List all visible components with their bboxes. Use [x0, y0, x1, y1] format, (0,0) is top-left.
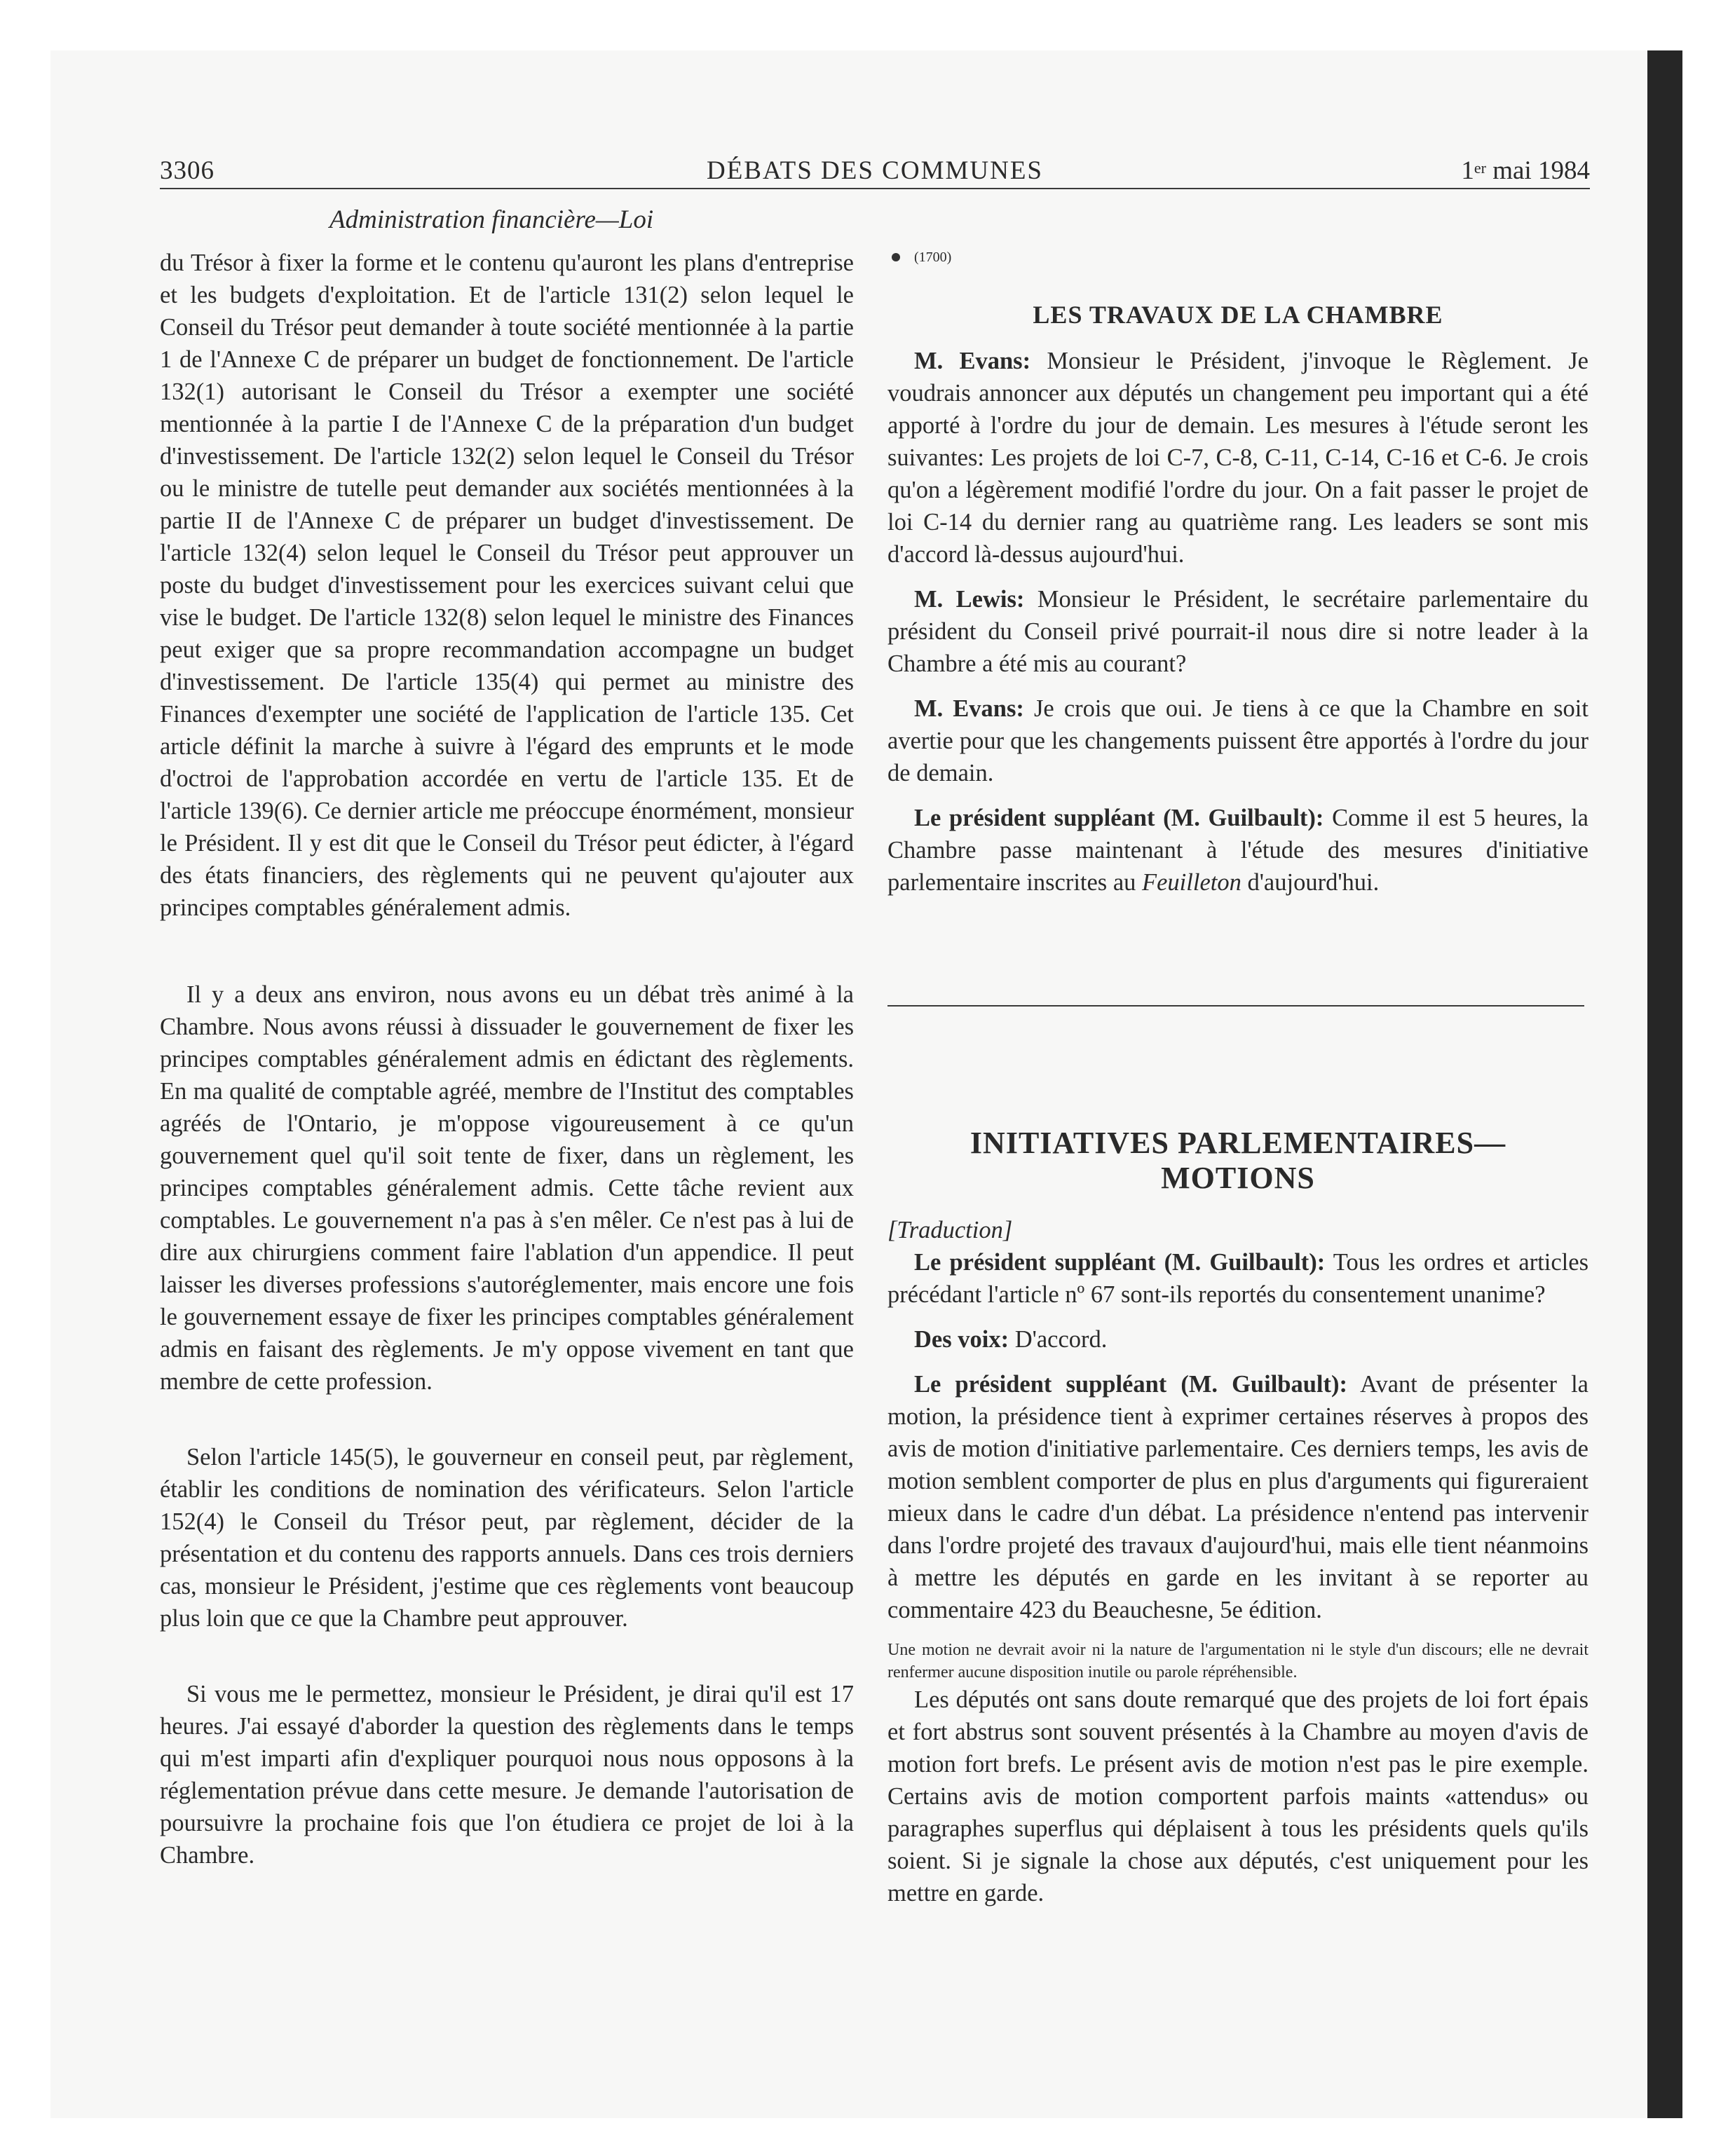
speaker: Le président suppléant (M. Guilbault):: [914, 805, 1324, 831]
speech: Le président suppléant (M. Guilbault): Comme il est 5 heures, la Chambre passe maintenant à l'étude des mesures d'initiative parlementaire inscrites au Feuilleton d'aujourd'hui.: [887, 805, 1588, 896]
speaker: Le président suppléant (M. Guilbault):: [914, 1249, 1326, 1276]
running-head: Administration financière—Loi: [329, 205, 654, 234]
paragraph: Les députés ont sans doute remarqué que des projets de loi fort épais et fort abstrus sont souvent présentés à la Chambre au moyen d'avis de motion fort brefs. Le présent avis de motion n'est pas le pire exemple. Certains avis de motion comportent parfois maints «attendus» ou paragraphes superflus qui déplaisent à tous les présidents quels qu'ils soient. Si je signale la chose aux députés, c'est uniquement pour les mettre en garde.: [887, 1686, 1588, 1906]
speech: M. Evans: Je crois que oui. Je tiens à ce que la Chambre en soit avertie pour que les changements puissent être apportés à l'ordre du jour de demain.: [887, 695, 1588, 786]
timestamp: (1700): [887, 247, 1588, 268]
scan-edge-bar: [1647, 50, 1682, 2118]
block-quote: Une motion ne devrait avoir ni la nature de l'argumentation ni le style d'un discours; elle ne devrait renfermer aucune disposition inutile ou parole répréhensible.: [887, 1641, 1588, 1681]
speaker: M. Evans:: [914, 348, 1031, 374]
page-number: 3306: [160, 156, 215, 185]
speech: Le président suppléant (M. Guilbault): Tous les ordres et articles précédant l'article nº 67 sont-ils reportés du consentement unanime?: [887, 1249, 1589, 1308]
header-date: 1er mai 1984: [1461, 156, 1590, 185]
speaker: Des voix:: [914, 1326, 1009, 1353]
journal-title: DÉBATS DES COMMUNES: [706, 156, 1043, 185]
right-column: [887, 247, 1588, 1909]
speech: Des voix: D'accord.: [914, 1326, 1108, 1353]
speech: Le président suppléant (M. Guilbault): Avant de présenter la motion, la présidence tient à exprimer certaines réserves à propos des avis de motion d'initiative parlementaire. Ces derniers temps, les avis de motion semblent comporter de plus en plus d'arguments qui figureraient mieux dans le cadre d'un débat. La présidence n'entend pas intervenir dans l'ordre projeté des travaux d'aujourd'hui, mais elle tient néanmoins à mettre les députés en garde en les invitant à se reporter au commentaire 423 du Beauchesne, 5e édition.: [887, 1371, 1588, 1623]
paragraph: Si vous me le permettez, monsieur le Président, je dirai qu'il est 17 heures. J'ai essayé d'aborder la question des règlements dans le temps qui m'est imparti afin d'expliquer pourquoi nous nous opposons à la réglementation prévue dans cette mesure. Je demande l'autorisation de poursuivre la prochaine fois que l'on étudiera ce projet de loi à la Chambre.: [160, 1681, 854, 1869]
section-heading-main: INITIATIVES PARLEMENTAIRES— MOTIONS: [969, 1126, 1506, 1195]
speech: M. Lewis: Monsieur le Président, le secrétaire parlementaire du président du Conseil privé pourrait-il nous dire si notre leader à la Chambre a été mis au courant?: [887, 586, 1589, 677]
speaker: M. Lewis:: [914, 586, 1025, 613]
bullet-icon: [892, 253, 900, 261]
section-heading: LES TRAVAUX DE LA CHAMBRE: [1033, 301, 1443, 329]
speech: M. Evans: Monsieur le Président, j'invoque le Règlement. Je voudrais annoncer aux députés un changement peu important qui a été apporté à l'ordre du jour de demain. Les mesures à l'étude seront les suivantes: Les projets de loi C-7, C-8, C-11, C-14, C-16 et C-6. Je crois qu'on a légèrement modifié l'ordre du jour. On a fait passer le projet de loi C-14 du dernier rang au quatrième rang. Les leaders se sont mis d'accord là-dessus aujourd'hui.: [887, 348, 1588, 568]
header-rule: [160, 188, 1590, 189]
speaker: M. Evans:: [914, 695, 1024, 722]
translation-note: [Traduction]: [887, 1217, 1013, 1243]
page-header: [160, 156, 1590, 192]
paragraph: Il y a deux ans environ, nous avons eu un débat très animé à la Chambre. Nous avons réussi à dissuader le gouvernement de fixer les principes comptables généralement admis en édictant des règlements. En ma qualité de comptable agréé, membre de l'Institut des comptables agréés de l'Ontario, je m'oppose vigoureusement à ce qu'un gouvernement quel qu'il soit tente de fixer, dans un règlement, les principes comptables généralement admis. Cette tâche revient aux comptables. Le gouvernement n'a pas à s'en mêler. Ce n'est pas à lui de dire aux chirurgiens comment faire l'ablation d'un appendice. Il peut laisser les diverses professions s'autoréglementer, mais encore une fois le gouvernement essaye de fixer les principes comptables généralement admis en faisant des règlements. Je m'y oppose vivement en tant que membre de cette profession.: [160, 981, 854, 1395]
speaker: Le président suppléant (M. Guilbault):: [914, 1371, 1347, 1398]
left-column: [160, 247, 854, 1871]
paragraph: du Trésor à fixer la forme et le contenu qu'auront les plans d'entreprise et les budgets d'exploitation. Et de l'article 131(2) selon lequel le Conseil du Trésor peut demander à toute société mentionnée à la partie 1 de l'Annexe C de préparer un budget de fonctionnement. De l'article 132(1) autorisant le Conseil du Trésor a exempter une société mentionnée à la partie I de l'Annexe C de la préparation d'un budget d'investissement. De l'article 132(2) selon lequel le Conseil du Trésor ou le ministre de tutelle peut demander aux sociétés mentionnées à la partie II de l'Annexe C de préparer un budget d'investissement. De l'article 132(4) selon lequel le Conseil du Trésor peut approuver un poste du budget d'investissement pour les exercices suivant celui que vise le budget. De l'article 132(8) selon lequel le ministre des Finances peut exiger que sa propre recommandation accompagne un budget d'investissement. De l'article 135(4) qui permet au ministre des Finances d'exempter une société de l'application de l'article 135. Cet article définit la marche à suivre à l'égard des emprunts et le mode d'octroi de l'approbation accordée en vertu de l'article 135. Et de l'article 139(6). Ce dernier article me préoccupe énormément, monsieur le Président. Il y est dit que le Conseil du Trésor peut édicter, à l'égard des états financiers, des règlements qui ne peuvent qu'ajouter aux principes comptables généralement admis.: [160, 250, 854, 921]
paragraph: Selon l'article 145(5), le gouverneur en conseil peut, par règlement, établir les conditions de nomination des vérificateurs. Selon l'article 152(4) le Conseil du Trésor peut, par règlement, décider de la présentation et du contenu des rapports annuels. Dans ces trois derniers cas, monsieur le Président, j'estime que ces règlements vont beaucoup plus loin que ce que la Chambre peut approuver.: [160, 1444, 854, 1632]
